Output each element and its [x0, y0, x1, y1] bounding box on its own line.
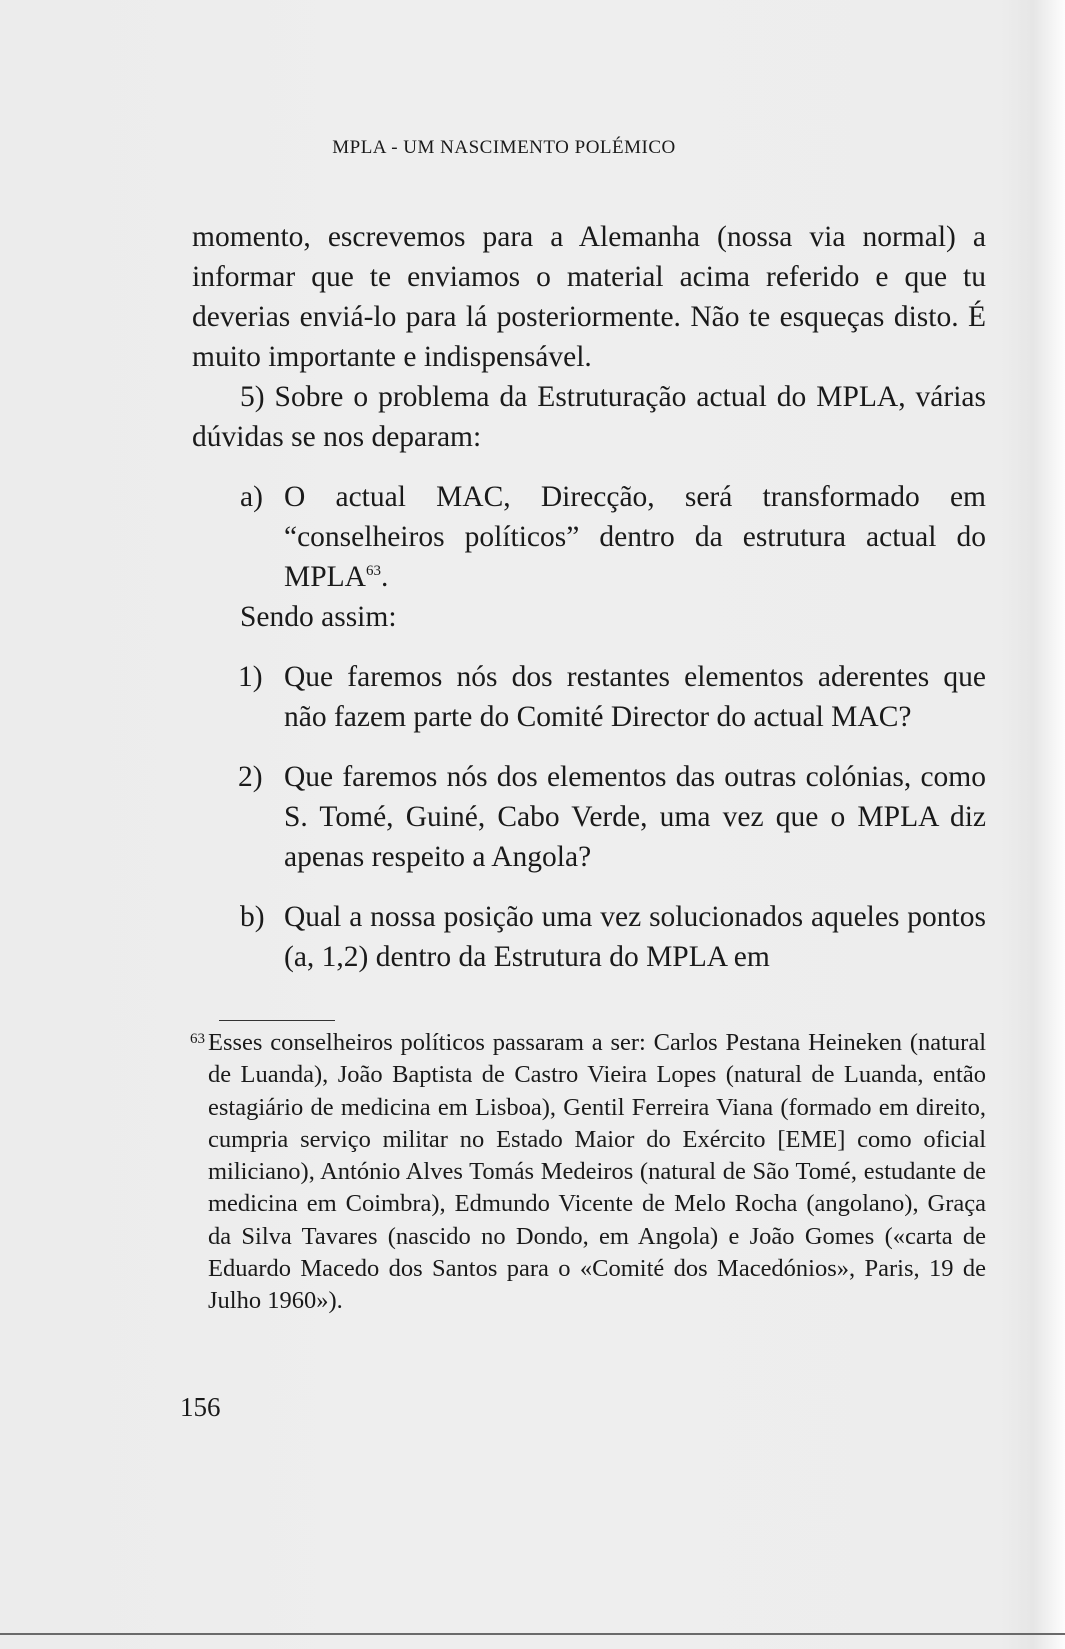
list-label: 1)	[238, 661, 263, 693]
footnote-divider	[219, 1020, 335, 1021]
list-item-end: .	[380, 561, 389, 593]
footnote-reference[interactable]: 63	[365, 563, 381, 580]
list-item-2	[192, 757, 986, 877]
list-label: 2)	[238, 761, 263, 793]
list-label: a)	[240, 481, 263, 513]
list-label: b)	[240, 901, 265, 933]
sendo-assim-line: Sendo assim:	[240, 601, 397, 633]
spacer	[192, 877, 986, 897]
paragraph-point-5: 5) Sobre o problema da Estruturação actual do MPLA, várias dúvidas se nos deparam:	[192, 381, 986, 453]
footnote-text: Esses conselheiros políticos passaram a ser: Carlos Pestana Heineken (natural de Luanda), João Baptista de Castro Vieira Lopes (natural de Luanda, então estagiário de medicina em Lisboa), Gentil Ferreira Viana (formado em direito, cumpria serviço militar no Estado Maior do Exército [EME] como oficial miliciano), António Alves Tomás Medeiros (natural de São Tomé, estudante de medicina em Coimbra), Edmundo Vicente de Melo Rocha (angolano), Graça da Silva Tavares (nascido no Dondo, em Angola) e João Gomes («carta de Eduardo Macedo dos Santos para o «Comité dos Macedónios», Paris, 19 de Julho 1960»).	[208, 1029, 986, 1315]
list-item-1	[192, 657, 986, 737]
list-item-a	[192, 477, 986, 597]
footnote	[190, 1027, 986, 1318]
list-item-text: Qual a nossa posição uma vez solucionados aqueles pontos (a, 1,2) dentro da Estrutura do MPLA em	[284, 901, 986, 973]
spacer	[192, 457, 986, 477]
footnote-number: 63	[190, 1031, 205, 1047]
list-item-text: Que faremos nós dos elementos das outras colónias, como S. Tomé, Guiné, Cabo Verde, uma vez que o MPLA diz apenas respeito a Angola?	[284, 761, 986, 873]
list-item-text: Que faremos nós dos restantes elementos aderentes que não fazem parte do Comité Director do actual MAC?	[284, 661, 986, 733]
list-item-text: O actual MAC, Direcção, será transformado em “conselheiros políticos” dentro da estrutura actual do MPLA	[284, 481, 986, 593]
page-number: 156	[180, 1392, 221, 1422]
list-item-b	[192, 897, 986, 977]
spacer	[192, 637, 986, 657]
main-text	[192, 217, 986, 977]
running-header: MPLA - UM NASCIMENTO POLÉMICO	[332, 137, 676, 158]
spacer	[192, 737, 986, 757]
paragraph-continuation: momento, escrevemos para a Alemanha (nossa via normal) a informar que te enviamos o material acima referido e que tu deverias enviá-lo para lá posteriormente. Não te esqueças disto. É muito importante e indispensável.	[192, 221, 986, 373]
